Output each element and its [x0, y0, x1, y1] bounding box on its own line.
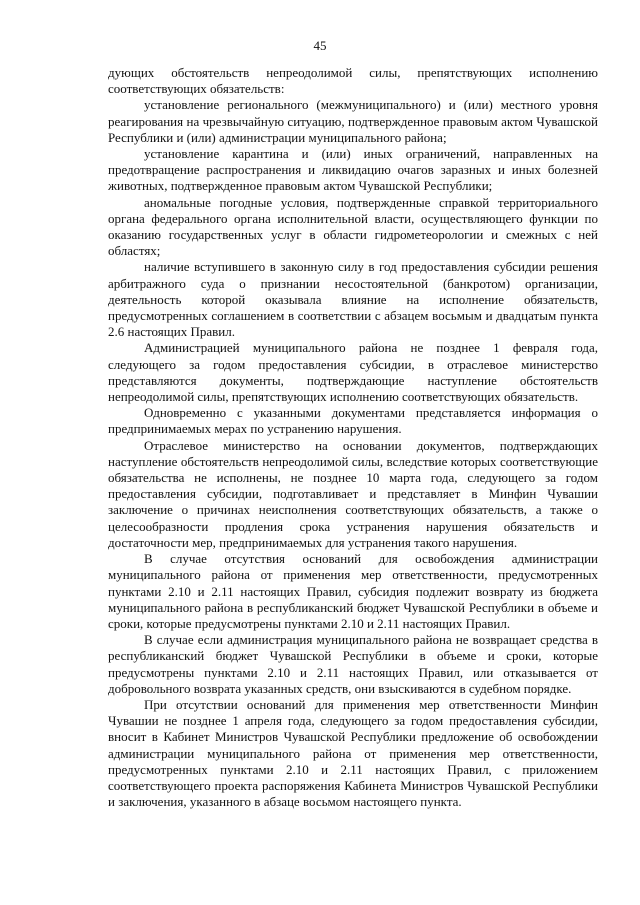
paragraph-continuation: дующих обстоятельств непреодолимой силы, препятствующих исполнению соответствующих обязательств: [108, 65, 598, 97]
paragraph-ministry-conclusion: Отраслевое министерство на основании документов, подтверждающих наступление обстоятельств непреодолимой силы, вследствие которых соответствующие обязательства не исполнены, не позднее 10 марта года, следующего за годом предоставления субсидии, подготавливает и представляет в Минфин Чувашии заключение о причинах неисполнения соответствующих обязательств, а также о целесообразности продления срока устранения нарушения обязательств и достаточности мер, предпринимаемых для устранения такого нарушения. [108, 437, 598, 550]
page-number: 45 [313, 38, 327, 53]
document-body [108, 65, 598, 810]
paragraph-bankruptcy: наличие вступившего в законную силу в год предоставления субсидии решения арбитражного суда о признании несостоятельной (банкротом) организации, деятельность которой оказывала влияние на исполнение обязательств, предусмотренных соглашением в соответствии с абзацем восьмым и двадцатым пункта 2.6 настоящих Правил. [108, 259, 598, 340]
paragraph-quarantine: установление карантина и (или) иных ограничений, направленных на предотвращение распространения и ликвидацию очагов заразных и иных болезней животных, подтвержденное правовым актом Чувашской Республики; [108, 146, 598, 194]
paragraph-subsidy-return: В случае отсутствия оснований для освобождения администрации муниципального района от применения мер ответственности, предусмотренных пунктами 2.10 и 2.11 настоящих Правил, субсидия подлежит возврату из бюджета муниципального района в республиканский бюджет Чувашской Республики в объеме и сроки, которые предусмотрены пунктами 2.10 и 2.11 настоящих Правил. [108, 551, 598, 631]
paragraph-measures-info: Одновременно с указанными документами представляется информация о предпринимаемых мерах по устранению нарушения. [108, 405, 598, 437]
paragraph-documents-deadline: Администрацией муниципального района не позднее 1 февраля года, следующего за годом предоставления субсидии, в отраслевое министерство представляются документы, подтверждающие наступление обстоятельств непреодолимой силы, препятствующих исполнению соответствующих обязательств. [108, 340, 598, 405]
paragraph-court-recovery: В случае если администрация муниципального района не возвращает средства в республиканский бюджет Чувашской Республики в объеме и сроки, которые предусмотрены пунктами 2.10 и 2.11 настоящих Правил, или отказывается от добровольного возврата указанных средств, они взыскиваются в судебном порядке. [108, 632, 598, 696]
paragraph-weather: аномальные погодные условия, подтвержденные справкой территориального органа федерального органа исполнительной власти, осуществляющего функции по оказанию государственных услуг в области гидрометеорологии и смежных с ней областях; [108, 194, 598, 259]
paragraph-exemption-proposal: При отсутствии оснований для применения мер ответственности Минфин Чувашии не позднее 1 апреля года, следующего за годом предоставления субсидии, вносит в Кабинет Министров Чувашской Республики предложение об освобождении администрации муниципального района от применения мер ответственности, предусмотренных пунктами 2.10 и 2.11 настоящих Правил, с приложением соответствующего проекта распоряжения Кабинета Министров Чувашской Республики и заключения, указанного в абзаце восьмом настоящего пункта. [108, 696, 598, 810]
paragraph-emergency-response: установление регионального (межмуниципального) и (или) местного уровня реагирования на чрезвычайную ситуацию, подтвержденное правовым актом Чувашской Республики и (или) администрации муниципального района; [108, 97, 598, 145]
